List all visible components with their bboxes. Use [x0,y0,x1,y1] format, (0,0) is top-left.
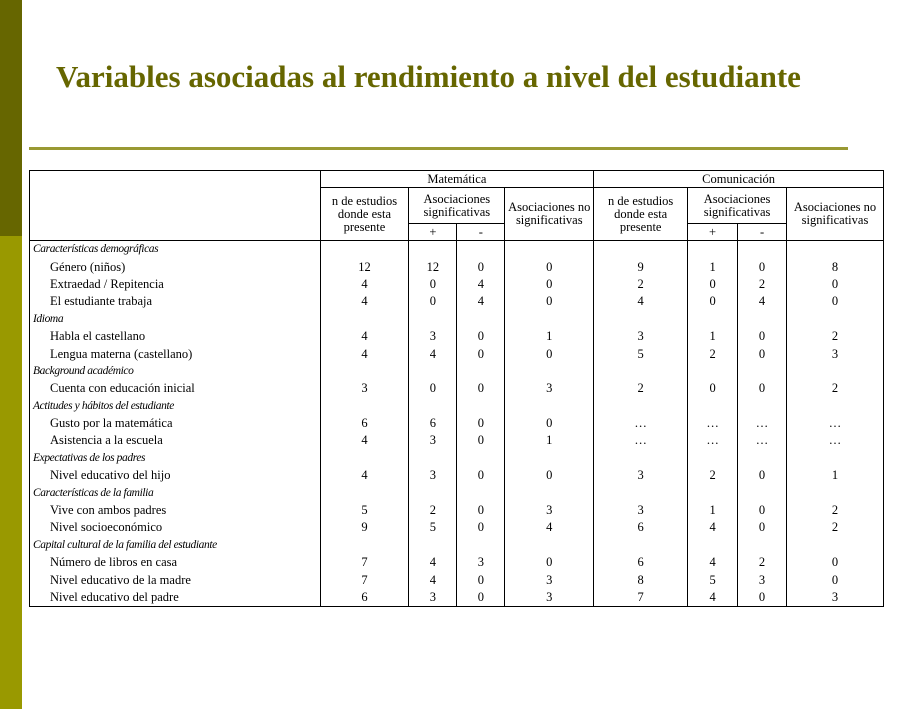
table-row [30,502,884,519]
col-header-com-studies: n de estudios donde esta presente [594,188,688,241]
empty-cell [787,484,884,501]
value-cell: 4 [320,432,409,449]
side-bar-segment-dark [0,0,22,236]
empty-cell [594,241,688,259]
category-label: Características de la familia [30,484,321,501]
empty-cell [505,484,594,501]
empty-cell [457,311,505,328]
group-header-comunicacion: Comunicación [594,171,884,188]
value-cell: 0 [409,276,457,293]
empty-cell [594,450,688,467]
value-cell: 1 [688,328,738,345]
col-header-mat-nonsignificant: Asociaciones no significativas [505,188,594,241]
category-row [30,398,884,415]
col-header-com-minus: - [738,224,787,241]
empty-cell [738,484,787,501]
value-cell: 1 [505,432,594,449]
value-cell: … [738,432,787,449]
value-cell: 0 [738,328,787,345]
value-cell: 0 [505,345,594,362]
value-cell: 2 [787,328,884,345]
value-cell: 0 [505,467,594,484]
value-cell: 0 [457,328,505,345]
value-cell: 5 [409,519,457,536]
value-cell: 4 [688,554,738,571]
empty-cell [457,484,505,501]
category-row [30,241,884,259]
empty-cell [320,450,409,467]
value-cell: 0 [738,589,787,607]
value-cell: 0 [738,502,787,519]
category-label: Background académico [30,363,321,380]
group-header-matematica: Matemática [320,171,594,188]
value-cell: … [688,415,738,432]
empty-cell [787,311,884,328]
value-cell: 9 [594,258,688,275]
table-row [30,276,884,293]
value-cell: 2 [688,345,738,362]
empty-cell [688,537,738,554]
empty-cell [688,311,738,328]
value-cell: 0 [457,519,505,536]
value-cell: 3 [594,328,688,345]
value-cell: 3 [409,328,457,345]
empty-cell [409,398,457,415]
value-cell: 0 [457,345,505,362]
row-label: Género (niños) [30,258,321,275]
value-cell: 2 [787,380,884,397]
value-cell: 0 [409,380,457,397]
row-label: Lengua materna (castellano) [30,345,321,362]
row-label: Gusto por la matemática [30,415,321,432]
empty-cell [320,537,409,554]
empty-cell [320,484,409,501]
row-label: Extraedad / Repitencia [30,276,321,293]
value-cell: 4 [457,293,505,310]
category-label: Actitudes y hábitos del estudiante [30,398,321,415]
value-cell: 0 [457,467,505,484]
value-cell: 2 [409,502,457,519]
empty-cell [457,450,505,467]
value-cell: 4 [594,293,688,310]
empty-cell [738,241,787,259]
col-header-com-plus: + [688,224,738,241]
row-label: Cuenta con educación inicial [30,380,321,397]
value-cell: 0 [688,380,738,397]
value-cell: 3 [505,380,594,397]
value-cell: 0 [738,380,787,397]
empty-cell [457,537,505,554]
value-cell: 0 [409,293,457,310]
empty-cell [457,398,505,415]
value-cell: 0 [688,276,738,293]
empty-cell [688,363,738,380]
empty-cell [409,537,457,554]
value-cell: 0 [787,554,884,571]
empty-cell [457,241,505,259]
value-cell: 0 [457,258,505,275]
empty-cell [738,363,787,380]
value-cell: 0 [505,258,594,275]
row-label: Vive con ambos padres [30,502,321,519]
value-cell: 0 [787,571,884,588]
value-cell: 0 [688,293,738,310]
value-cell: 3 [409,589,457,607]
empty-cell [787,363,884,380]
value-cell: 1 [688,502,738,519]
value-cell: 2 [688,467,738,484]
empty-cell [688,398,738,415]
row-label: El estudiante trabaja [30,293,321,310]
table-row [30,328,884,345]
value-cell: 4 [409,571,457,588]
empty-cell [505,241,594,259]
title-underline [29,147,848,150]
value-cell: 7 [320,571,409,588]
value-cell: 8 [594,571,688,588]
table-row [30,571,884,588]
row-label: Número de libros en casa [30,554,321,571]
empty-cell [594,311,688,328]
col-header-mat-minus: - [457,224,505,241]
row-label: Nivel educativo de la madre [30,571,321,588]
value-cell: 4 [320,293,409,310]
empty-cell [688,450,738,467]
empty-cell [787,398,884,415]
value-cell: 7 [594,589,688,607]
value-cell: … [738,415,787,432]
value-cell: … [787,432,884,449]
row-label: Habla el castellano [30,328,321,345]
table-row [30,432,884,449]
table-row [30,519,884,536]
value-cell: 1 [688,258,738,275]
empty-cell [409,311,457,328]
col-header-com-nonsignificant: Asociaciones no significativas [787,188,884,241]
value-cell: 3 [505,571,594,588]
value-cell: 6 [594,554,688,571]
value-cell: 5 [688,571,738,588]
empty-cell [738,398,787,415]
value-cell: 3 [594,467,688,484]
value-cell: 3 [505,502,594,519]
category-row [30,484,884,501]
category-row [30,450,884,467]
value-cell: 6 [320,589,409,607]
value-cell: 4 [320,328,409,345]
value-cell: 3 [409,432,457,449]
value-cell: 4 [409,554,457,571]
results-table [29,170,884,607]
value-cell: 3 [320,380,409,397]
empty-cell [787,241,884,259]
side-accent-bar [0,0,22,709]
table-row [30,345,884,362]
empty-cell [409,241,457,259]
category-row [30,537,884,554]
empty-cell [738,537,787,554]
category-row [30,311,884,328]
table-row [30,293,884,310]
value-cell: 6 [409,415,457,432]
category-label: Expectativas de los padres [30,450,321,467]
value-cell: 4 [320,276,409,293]
category-row [30,363,884,380]
category-label: Características demográficas [30,241,321,259]
value-cell: 4 [738,293,787,310]
row-label: Nivel educativo del padre [30,589,321,607]
value-cell: 0 [505,554,594,571]
value-cell: 4 [688,519,738,536]
empty-cell [409,363,457,380]
row-label: Nivel socioeconómico [30,519,321,536]
value-cell: 5 [594,345,688,362]
col-header-mat-studies: n de estudios donde esta presente [320,188,409,241]
value-cell: … [594,432,688,449]
value-cell: 12 [409,258,457,275]
value-cell: 7 [320,554,409,571]
table-row [30,258,884,275]
empty-cell [787,537,884,554]
table-row [30,415,884,432]
empty-cell [457,363,505,380]
side-bar-segment-mid [0,236,22,472]
value-cell: 1 [505,328,594,345]
value-cell: 12 [320,258,409,275]
table-body [30,241,884,607]
value-cell: 0 [505,415,594,432]
empty-cell [594,363,688,380]
table-row [30,467,884,484]
col-header-mat-plus: + [409,224,457,241]
value-cell: 2 [594,380,688,397]
table-row [30,554,884,571]
value-cell: 0 [505,276,594,293]
col-header-com-significant: Asociaciones significativas [688,188,787,224]
category-label: Idioma [30,311,321,328]
header-blank-cell [30,171,321,241]
empty-cell [505,363,594,380]
empty-cell [688,241,738,259]
value-cell: 2 [738,276,787,293]
value-cell: 0 [505,293,594,310]
value-cell: 0 [738,467,787,484]
value-cell: 3 [505,589,594,607]
empty-cell [505,311,594,328]
value-cell: 3 [594,502,688,519]
value-cell: 0 [457,589,505,607]
value-cell: 0 [457,415,505,432]
value-cell: 6 [594,519,688,536]
table-row [30,380,884,397]
value-cell: 2 [738,554,787,571]
value-cell: 4 [409,345,457,362]
empty-cell [409,450,457,467]
value-cell: 1 [787,467,884,484]
empty-cell [320,311,409,328]
value-cell: 4 [505,519,594,536]
value-cell: 0 [457,571,505,588]
value-cell: 2 [594,276,688,293]
value-cell: 0 [457,380,505,397]
value-cell: 0 [787,276,884,293]
empty-cell [320,363,409,380]
value-cell: 3 [409,467,457,484]
row-label: Asistencia a la escuela [30,432,321,449]
value-cell: 0 [787,293,884,310]
empty-cell [594,537,688,554]
value-cell: 3 [457,554,505,571]
value-cell: … [787,415,884,432]
side-bar-segment-light [0,472,22,709]
empty-cell [594,484,688,501]
table-row [30,589,884,607]
value-cell: 5 [320,502,409,519]
value-cell: 6 [320,415,409,432]
value-cell: 3 [787,345,884,362]
empty-cell [738,450,787,467]
empty-cell [688,484,738,501]
slide-title: Variables asociadas al rendimiento a nivel del estudiante [56,59,801,94]
empty-cell [787,450,884,467]
value-cell: 0 [457,432,505,449]
empty-cell [594,398,688,415]
empty-cell [505,450,594,467]
value-cell: 0 [738,345,787,362]
empty-cell [320,398,409,415]
value-cell: … [688,432,738,449]
value-cell: 0 [738,258,787,275]
value-cell: 3 [738,571,787,588]
value-cell: 4 [320,467,409,484]
empty-cell [320,241,409,259]
value-cell: 4 [457,276,505,293]
row-label: Nivel educativo del hijo [30,467,321,484]
value-cell: 2 [787,519,884,536]
value-cell: 4 [688,589,738,607]
value-cell: 0 [457,502,505,519]
empty-cell [505,398,594,415]
empty-cell [738,311,787,328]
value-cell: 9 [320,519,409,536]
value-cell: 3 [787,589,884,607]
value-cell: 4 [320,345,409,362]
value-cell: … [594,415,688,432]
category-label: Capital cultural de la familia del estudiante [30,537,321,554]
value-cell: 2 [787,502,884,519]
value-cell: 8 [787,258,884,275]
col-header-mat-significant: Asociaciones significativas [409,188,505,224]
empty-cell [505,537,594,554]
value-cell: 0 [738,519,787,536]
empty-cell [409,484,457,501]
